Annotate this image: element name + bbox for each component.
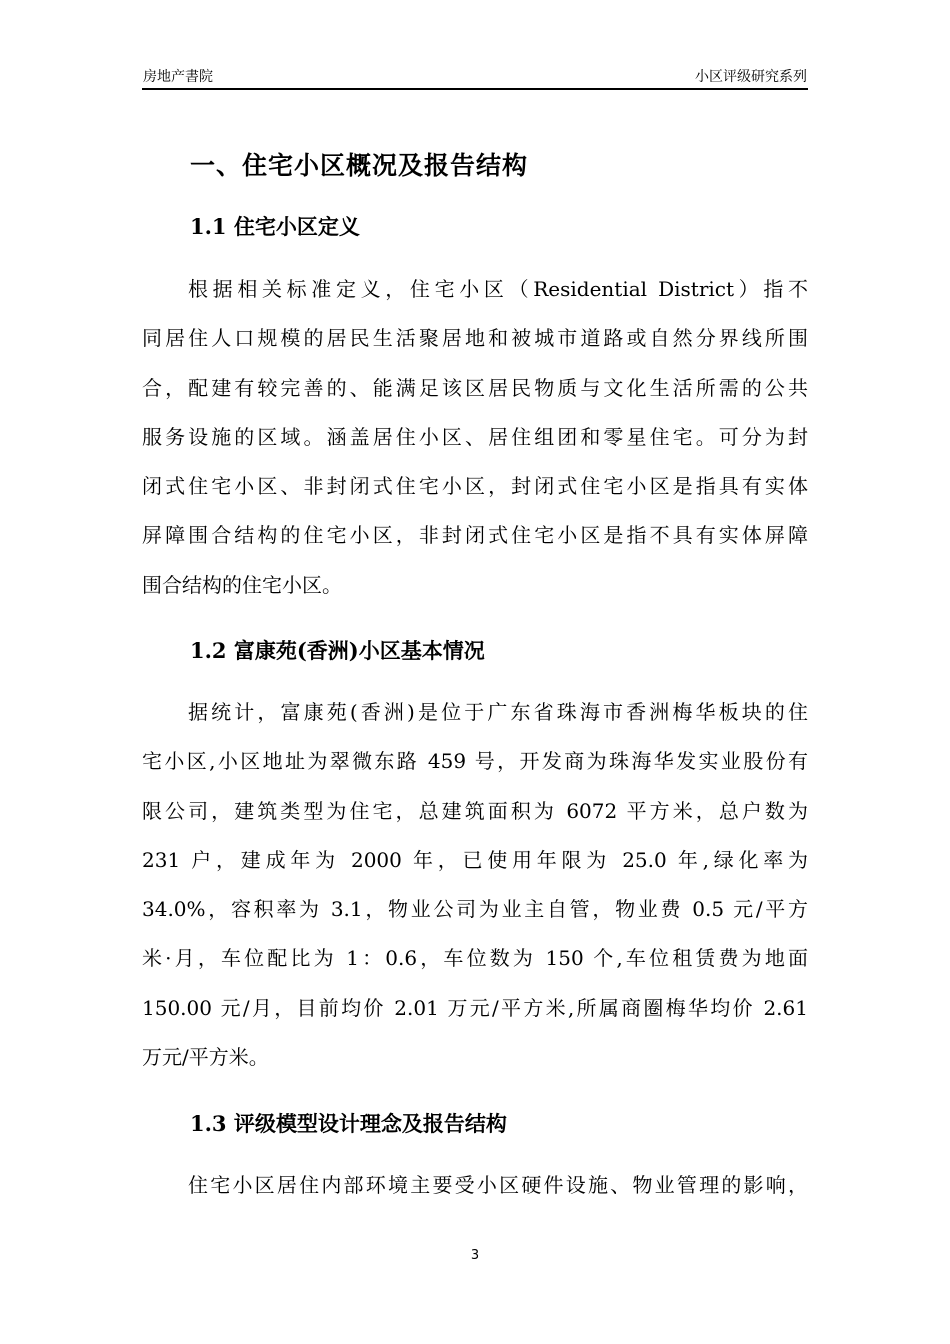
paragraph-line: 根据相关标准定义，住宅小区（Residential District）指不 <box>188 277 808 301</box>
section-paragraph-1-2 <box>142 697 808 1091</box>
page-number: 3 <box>470 1248 480 1263</box>
paragraph-line: 万元/平方米。 <box>142 1045 269 1070</box>
paragraph-line: 住宅小区居住内部环境主要受小区硬件设施、物业管理的影响， <box>188 1173 808 1197</box>
header-divider <box>142 88 808 90</box>
section-heading-1-2: 1.2 富康苑(香洲)小区基本情况 <box>190 638 485 663</box>
paragraph-line: 同居住人口规模的居民生活聚居地和被城市道路或自然分界线所围 <box>142 326 808 351</box>
chapter-title: 一、住宅小区概况及报告结构 <box>190 151 529 180</box>
paragraph-line: 屏障围合结构的住宅小区，非封闭式住宅小区是指不具有实体屏障 <box>142 523 808 548</box>
paragraph-line: 闭式住宅小区、非封闭式住宅小区，封闭式住宅小区是指具有实体 <box>142 474 808 499</box>
paragraph-line: 服务设施的区域。涵盖居住小区、居住组团和零星住宅。可分为封 <box>142 424 808 449</box>
paragraph-line: 米·月，车位配比为 1：0.6，车位数为 150 个,车位租赁费为地面 <box>142 946 808 971</box>
section-heading-1-1: 1.1 住宅小区定义 <box>190 214 360 239</box>
paragraph-line: 150.00 元/月，目前均价 2.01 万元/平方米,所属商圈梅华均价 2.61 <box>142 995 808 1020</box>
paragraph-line: 限公司，建筑类型为住宅，总建筑面积为 6072 平方米，总户数为 <box>142 798 808 823</box>
paragraph-line: 围合结构的住宅小区。 <box>142 572 342 597</box>
section-heading-1-3: 1.3 评级模型设计理念及报告结构 <box>190 1111 507 1136</box>
paragraph-line: 34.0%，容积率为 3.1，物业公司为业主自管，物业费 0.5 元/平方 <box>142 897 808 922</box>
header-series: 小区评级研究系列 <box>695 69 807 85</box>
paragraph-line: 据统计，富康苑(香洲)是位于广东省珠海市香洲梅华板块的住 <box>188 700 808 724</box>
paragraph-line: 231 户，建成年为 2000 年，已使用年限为 25.0 年,绿化率为 <box>142 847 808 872</box>
section-paragraph-1-3 <box>142 1170 808 1219</box>
header-publisher: 房地产書院 <box>143 69 213 85</box>
section-paragraph-1-1 <box>142 274 808 619</box>
paragraph-line: 宅小区,小区地址为翠微东路 459 号，开发商为珠海华发实业股份有 <box>142 749 808 774</box>
paragraph-line: 合，配建有较完善的、能满足该区居民物质与文化生活所需的公共 <box>142 375 808 400</box>
